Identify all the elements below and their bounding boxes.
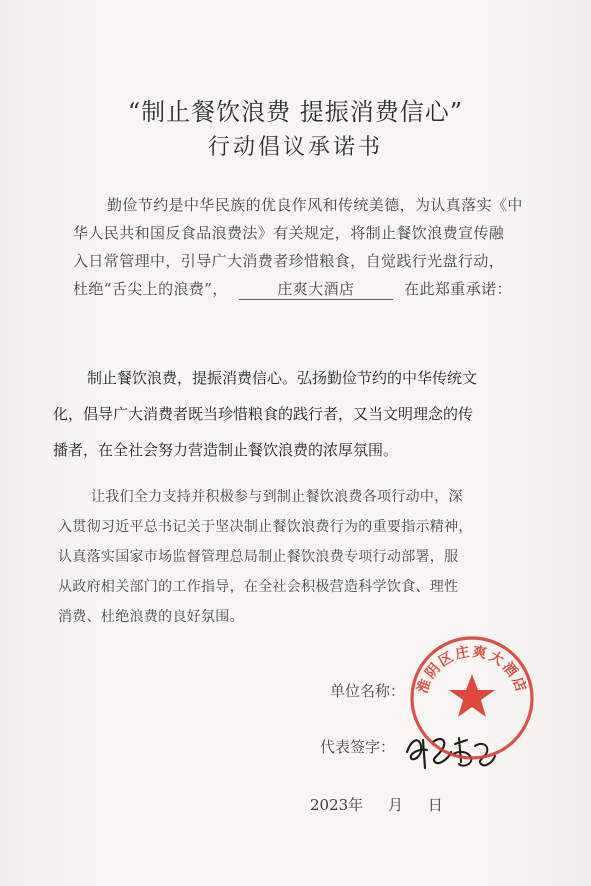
commitment-line-1: 制止餐饮浪费，提振消费信心。弘扬勤俭节约的中华传统文 (87, 369, 478, 387)
unit-name-label: 单位名称： (330, 682, 406, 700)
seal-text: 淮阴区庄爽大酒店 (414, 644, 530, 696)
intro-line-1: 勤俭节约是中华民族的优良作风和传统美德，为认真落实《中 (107, 196, 523, 214)
intro-line-4 (73, 275, 543, 303)
closing-line-2: 入贯彻习近平总书记关于坚决制止餐饮浪费行为的重要指示精神， (58, 519, 473, 535)
commitment-line-3: 播者，在全社会努力营造制止餐饮浪费的浓厚氛围。 (53, 441, 399, 459)
date-year: 2023年 (310, 796, 364, 814)
commitment-paragraph (53, 360, 557, 468)
closing-line-3: 认真落实国家市场监督管理总局制止餐饮浪费专项行动部署，服 (58, 549, 459, 565)
date-month: 月 (387, 796, 403, 814)
closing-line-4: 从政府相关部门的工作指导，在全社会积极营造科学饮食、理性 (58, 579, 459, 595)
business-name-blank: 庄爽大酒店 (239, 279, 393, 300)
date-day: 日 (427, 796, 443, 814)
commitment-line-2: 化，倡导广大消费者既当珍惜粮食的践行者，又当文明理念的传 (53, 405, 474, 423)
closing-line-5: 消费、杜绝浪费的良好氛围。 (58, 609, 244, 625)
closing-paragraph (58, 482, 548, 632)
document-title-line-2: 行动倡议承诺书 (207, 135, 383, 160)
official-seal (406, 632, 538, 764)
representative-signature-label: 代表签字： (320, 738, 396, 756)
intro-line-4-prefix: 杜绝“舌尖上的浪费”， (73, 280, 228, 298)
closing-line-1: 让我们全力支持并积极参与到制止餐饮浪费各项行动中，深 (91, 489, 463, 505)
intro-line-4-suffix: 在此郑重承诺： (404, 280, 512, 298)
intro-line-3: 入日常管理中，引导广大消费者珍惜粮食，自觉践行光盘行动， (73, 252, 505, 270)
date-line (310, 794, 463, 815)
intro-line-2: 华人民共和国反食品浪费法》有关规定，将制止餐饮浪费宣传融 (73, 224, 505, 242)
intro-paragraph (73, 191, 543, 303)
document-title-line-1: “制止餐饮浪费 提振消费信心” (127, 98, 464, 126)
